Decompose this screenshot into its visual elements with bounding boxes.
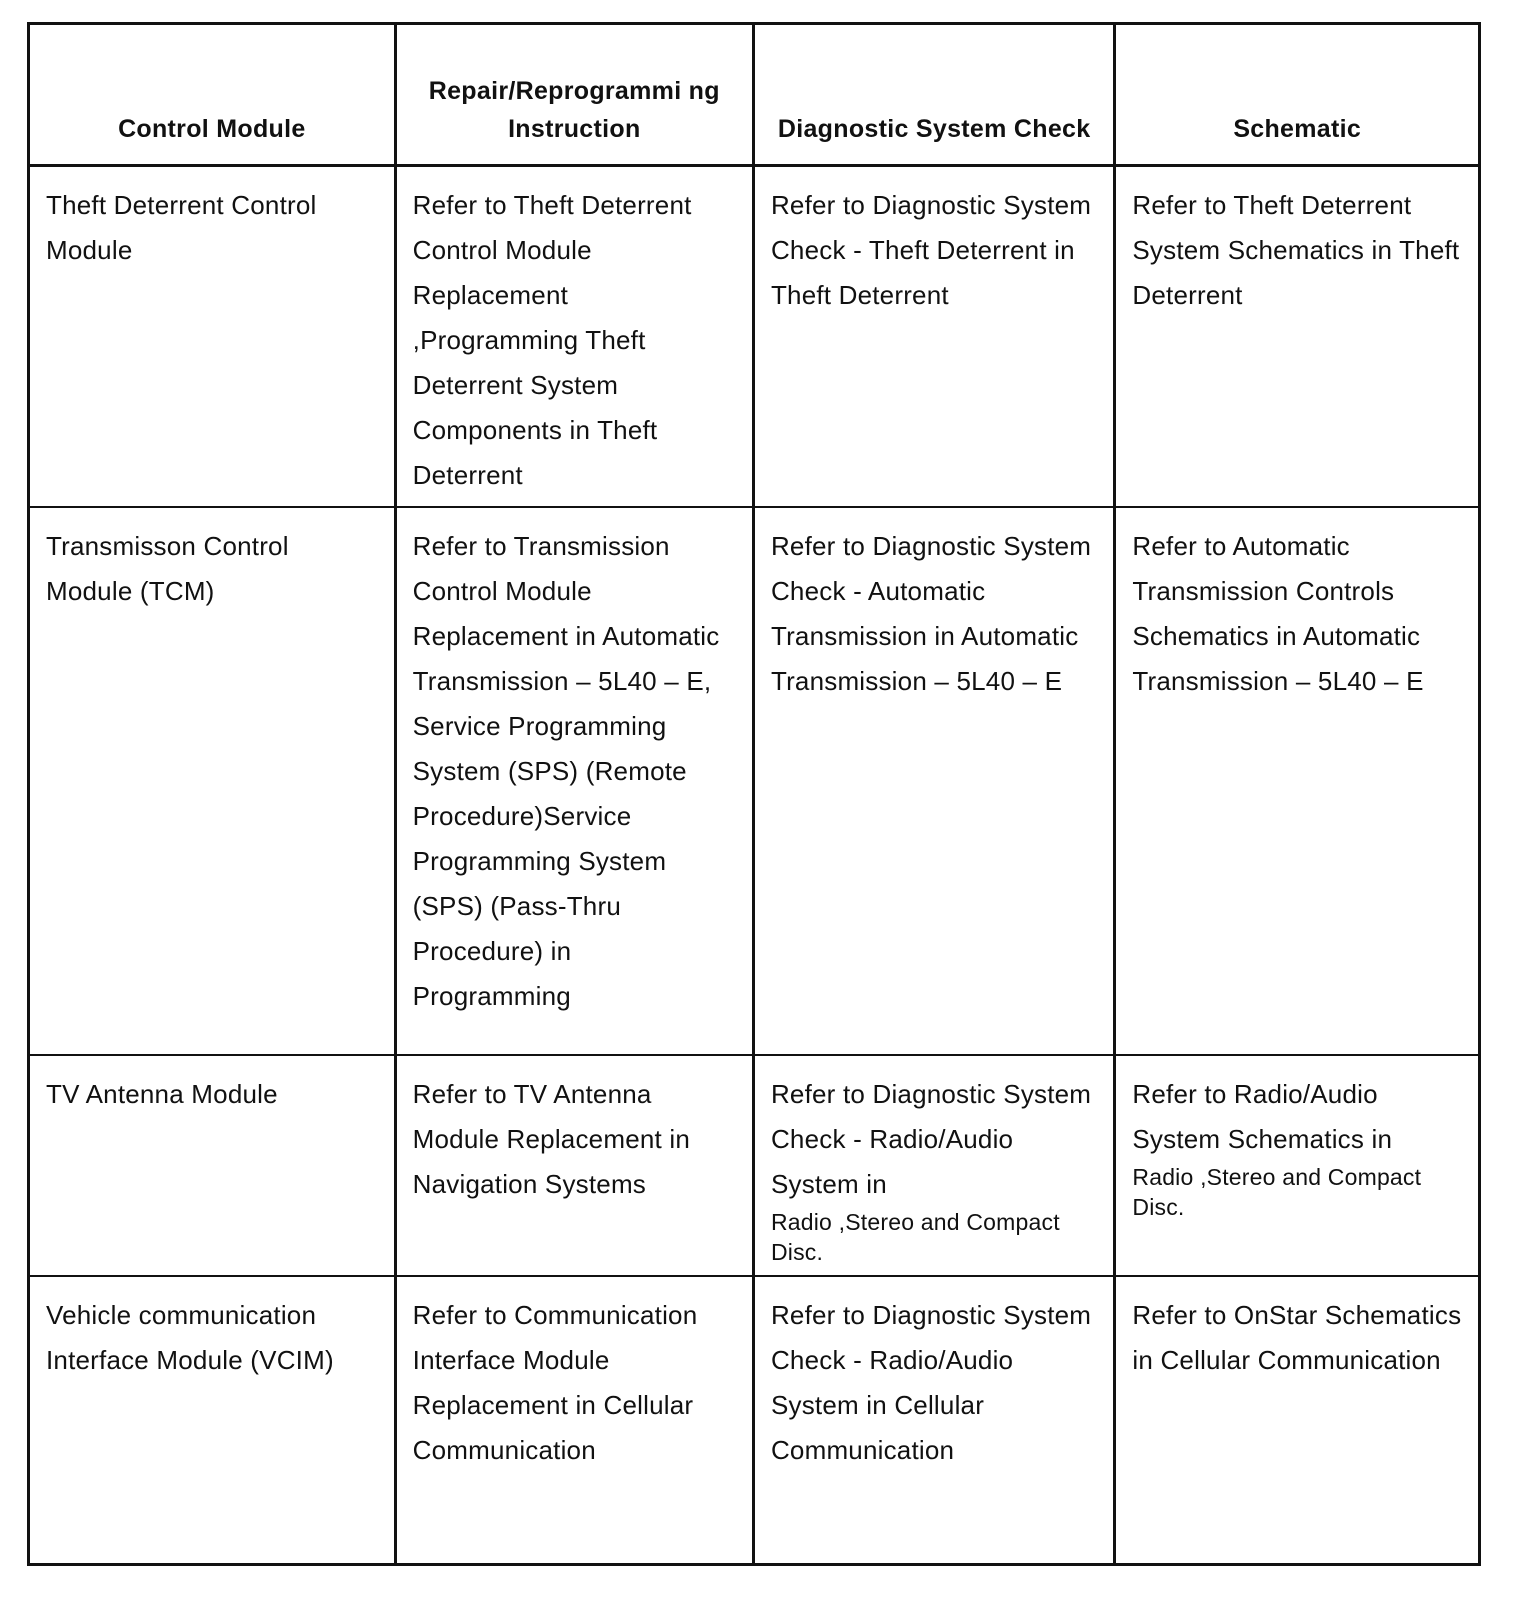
cell-schematic — [1115, 507, 1480, 1055]
control-module-table — [27, 22, 1481, 1566]
header-schematic: Schematic — [1115, 24, 1480, 166]
table-row — [29, 1055, 1480, 1276]
cell-repair — [395, 1055, 753, 1276]
cell-repair — [395, 1276, 753, 1564]
cell-text-small: Radio ,Stereo and Compact Disc. — [1132, 1164, 1422, 1220]
cell-text: Refer to TV Antenna Module Replacement in Navigation Systems — [412, 1079, 690, 1199]
header-control-module: Control Module — [29, 24, 396, 166]
cell-schematic — [1115, 166, 1480, 508]
cell-module — [29, 1276, 396, 1564]
cell-repair — [395, 166, 753, 508]
cell-text: Refer to Theft Deterrent System Schematics in Theft Deterrent — [1132, 190, 1460, 310]
cell-text: Transmisson Control Module (TCM) — [46, 531, 289, 606]
cell-module — [29, 1055, 396, 1276]
cell-text — [1116, 1056, 1478, 1230]
cell-diagnostic — [753, 507, 1114, 1055]
cell-schematic — [1115, 1276, 1480, 1564]
header-diagnostic-check: Diagnostic System Check — [753, 24, 1114, 166]
cell-text-main: Refer to Radio/Audio System Schematics in — [1132, 1079, 1393, 1154]
cell-text: Refer to Diagnostic System Check - Automatic Transmission in Automatic Transmission – 5L40 – E — [770, 531, 1092, 696]
table-body — [29, 166, 1480, 1565]
cell-text: Refer to Automatic Transmission Controls Schematics in Automatic Transmission – 5L40 – E — [1132, 531, 1424, 696]
cell-text: Vehicle communication Interface Module (VCIM) — [46, 1300, 334, 1375]
cell-text: Refer to Diagnostic System Check - Theft Deterrent in Theft Deterrent — [770, 190, 1092, 310]
cell-schematic — [1115, 1055, 1480, 1276]
cell-text: Refer to Diagnostic System Check - Radio/Audio System in Cellular Communication — [770, 1300, 1092, 1465]
cell-text-main: Refer to Diagnostic System Check - Radio/Audio System in — [770, 1079, 1092, 1199]
header-repair-instruction: Repair/Reprogrammi ng Instruction — [395, 24, 753, 166]
cell-text: Theft Deterrent Control Module — [46, 190, 317, 265]
table-header — [29, 24, 1480, 166]
table-row — [29, 1276, 1480, 1564]
cell-text: Refer to Theft Deterrent Control Module Replacement ,Programming Theft Deterrent System Components in Theft Deterrent — [412, 190, 692, 490]
table-row — [29, 166, 1480, 508]
table-row — [29, 507, 1480, 1055]
cell-diagnostic — [753, 166, 1114, 508]
cell-text-small: Radio ,Stereo and Compact Disc. — [770, 1209, 1060, 1265]
cell-module — [29, 507, 396, 1055]
cell-text — [755, 1056, 1113, 1275]
cell-diagnostic — [753, 1055, 1114, 1276]
cell-text: Refer to OnStar Schematics in Cellular Communication — [1132, 1300, 1462, 1375]
cell-text: TV Antenna Module — [46, 1079, 278, 1109]
cell-repair — [395, 507, 753, 1055]
cell-text: Refer to Transmission Control Module Replacement in Automatic Transmission – 5L40 – E, Service Programming System (SPS) (Remote Procedure)Service Programming System (SPS) (Pass-Thru Procedure) in Programming — [412, 531, 720, 1011]
cell-text: Refer to Communication Interface Module Replacement in Cellular Communication — [412, 1300, 698, 1465]
cell-diagnostic — [753, 1276, 1114, 1564]
header-row — [29, 24, 1480, 166]
cell-module — [29, 166, 396, 508]
